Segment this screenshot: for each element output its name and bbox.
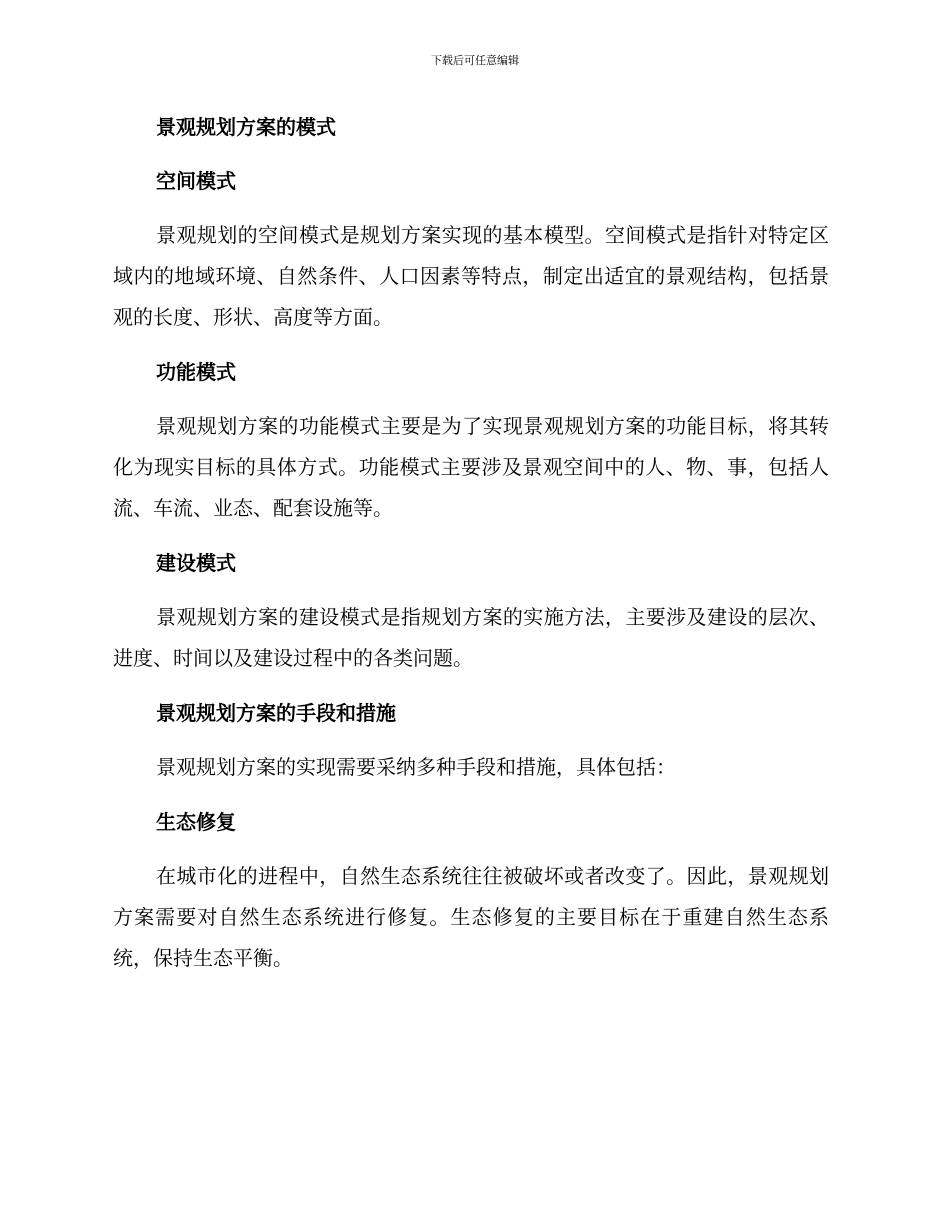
- paragraph-ecological-restoration: 在城市化的进程中，自然生态系统往往被破坏或者改变了。因此，景观规划方案需要对自然生态系统进行修复。生态修复的主要目标在于重建自然生态系统，保持生态平衡。: [113, 864, 829, 970]
- document-body: [113, 107, 829, 993]
- paragraph-spatial-mode: 景观规划的空间模式是规划方案实现的基本模型。空间模式是指针对特定区域内的地域环境、自然条件、人口因素等特点，制定出适宜的景观结构，包括景观的长度、形状、高度等方面。: [113, 223, 829, 329]
- subheading-construction-mode: 建设模式: [156, 551, 236, 575]
- subheading-spatial-mode: 空间模式: [156, 169, 236, 193]
- paragraph-functional-mode: 景观规划方案的功能模式主要是为了实现景观规划方案的功能目标，将其转化为现实目标的具体方式。功能模式主要涉及景观空间中的人、物、事，包括人流、车流、业态、配套设施等。: [113, 414, 829, 520]
- section-heading-means-and-measures: 景观规划方案的手段和措施: [156, 701, 396, 725]
- paragraph-construction-mode: 景观规划方案的建设模式是指规划方案的实施方法，主要涉及建设的层次、进度、时间以及建设过程中的各类问题。: [113, 605, 829, 670]
- subheading-functional-mode: 功能模式: [156, 360, 236, 384]
- subheading-ecological-restoration: 生态修复: [156, 810, 236, 834]
- page-header: 下载后可任意编辑: [431, 54, 519, 67]
- section-heading-landscape-modes: 景观规划方案的模式: [156, 115, 336, 139]
- paragraph-means-intro: 景观规划方案的实现需要采纳多种手段和措施，具体包括：: [156, 755, 676, 779]
